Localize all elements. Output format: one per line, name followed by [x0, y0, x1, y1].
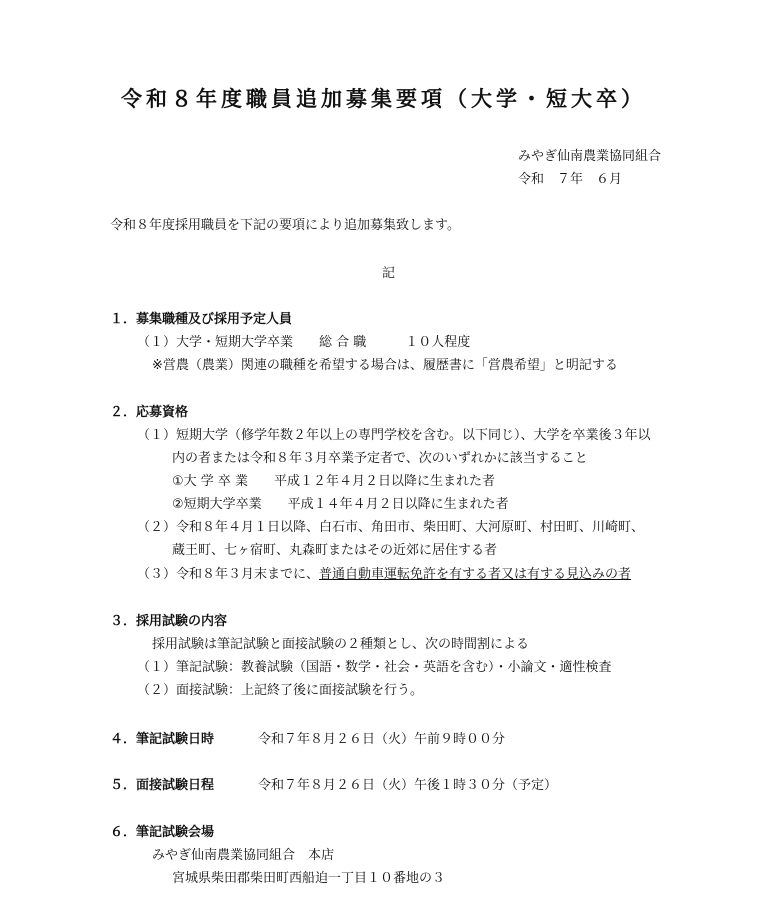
section-6-heading: ６．筆記試験会場: [110, 825, 215, 840]
section-2-heading: ２．応募資格: [110, 405, 189, 420]
section-1-line: （１）大学・短期大学卒業 総 合 職 １０人程度: [137, 335, 471, 350]
page-title: 令和８年度職員追加募集要項（大学・短大卒）: [121, 87, 646, 111]
section-6-line-1: みやぎ仙南農業協同組合 本店: [152, 848, 335, 863]
section-5-value: 令和７年８月２６日（火）午後１時３０分（予定）: [258, 778, 558, 793]
section-1-heading: １．募集職種及び採用予定人員: [110, 312, 293, 327]
section-3-line-2: （２）面接試験：上記終了後に面接試験を行う。: [137, 683, 424, 698]
section-5-heading: ５．面接試験日程: [110, 778, 215, 793]
section-3-heading: ３．採用試験の内容: [110, 614, 228, 629]
section-1-note: ※営農（農業）関連の職種を希望する場合は、履歴書に「営農希望」と明記する: [152, 358, 618, 373]
section-4-heading: ４．筆記試験日時: [110, 732, 215, 747]
section-2-line-2: （２）令和８年４月１日以降、白石市、角田市、柴田町、大河原町、村田町、川崎町、: [137, 520, 645, 535]
issuer-org: みやぎ仙南農業協同組合: [518, 149, 662, 164]
intro-text: 令和８年度採用職員を下記の要項により追加募集致します。: [110, 218, 460, 233]
section-2-line-2b: 蔵王町、七ヶ宿町、丸森町またはその近郊に居住する者: [172, 543, 498, 558]
section-2-line-1b: 内の者または令和８年３月卒業予定者で、次のいずれかに該当すること: [172, 451, 588, 466]
section-4-value: 令和７年８月２６日（火）午前９時００分: [258, 732, 506, 747]
section-2-line-1: （１）短期大学（修学年数２年以上の専門学校を含む。以下同じ）、大学を卒業後３年以: [137, 428, 651, 443]
issue-date: 令和 ７年 ６月: [518, 172, 623, 187]
section-2-line-1c: ①大 学 卒 業 平成１２年４月２日以降に生まれた者: [172, 474, 496, 489]
section-3-intro: 採用試験は筆記試験と面接試験の２種類とし、次の時間割による: [152, 637, 530, 652]
section-2-line-3-prefix: （３）令和８年３月末までに、: [137, 567, 320, 582]
section-6-line-2: 宮城県柴田郡柴田町西船迫一丁目１０番地の３: [172, 871, 446, 886]
section-2-line-3-underlined: 普通自動車運転免許を有する者又は有する見込みの者: [319, 567, 632, 582]
ki-marker: 記: [382, 266, 396, 281]
section-2-line-3: [137, 567, 631, 583]
section-3-line-1: （１）筆記試験：教養試験（国語・数学・社会・英語を含む）・小論文・適性検査: [137, 660, 612, 675]
section-2-line-1d: ②短期大学卒業 平成１４年４月２日以降に生まれた者: [172, 497, 509, 512]
